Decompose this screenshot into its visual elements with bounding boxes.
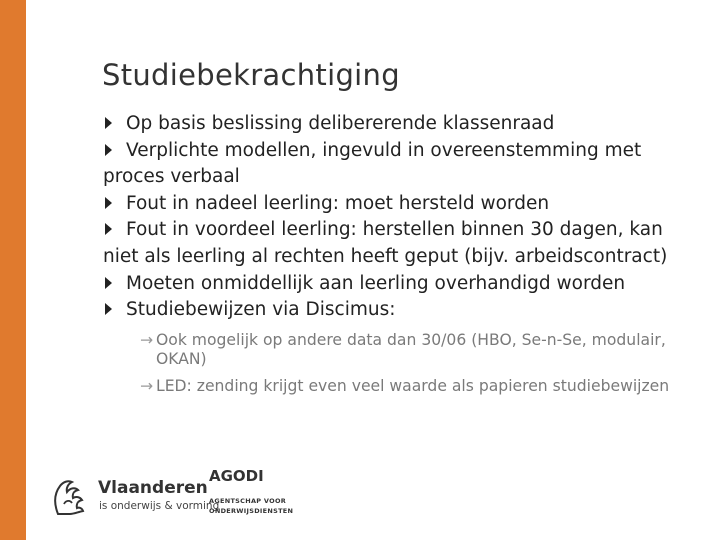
triangle-bullet-icon: [105, 277, 112, 289]
vlaanderen-tagline: is onderwijs & vorming: [99, 500, 220, 512]
triangle-bullet-icon: [105, 303, 112, 315]
vlaanderen-logo-text: Vlaanderen: [98, 478, 208, 498]
bullet-item: Op basis beslissing delibererende klassenraad: [103, 111, 688, 138]
arrow-bullet-icon: →: [140, 330, 154, 349]
bullet-list: [103, 111, 688, 404]
footer-logos: [48, 466, 308, 526]
bullet-item: Studiebewijzen via Discimus:: [103, 297, 688, 324]
triangle-bullet-icon: [105, 144, 112, 156]
triangle-bullet-icon: [105, 117, 112, 129]
slide-title: Studiebekrachtiging: [102, 58, 400, 92]
agodi-subtitle-line: ONDERWIJSDIENSTEN: [209, 507, 294, 515]
bullet-item: Moeten onmiddellijk aan leerling overhandigd worden: [103, 271, 688, 298]
agodi-logo-text: AGODI: [209, 467, 264, 485]
bullet-item: Fout in nadeel leerling: moet hersteld worden: [103, 191, 688, 218]
bullet-item: Verplichte modellen, ingevuld in overeenstemming met proces verbaal: [103, 139, 642, 188]
accent-bar: [0, 0, 26, 540]
arrow-bullet-icon: →: [140, 376, 154, 395]
triangle-bullet-icon: [105, 197, 112, 209]
sub-bullet-item: → LED: zending krijgt even veel waarde als papieren studiebewijzen: [140, 376, 670, 395]
sub-bullet-list: [140, 331, 688, 397]
agodi-subtitle-line: AGENTSCHAP VOOR: [209, 497, 287, 505]
flemish-lion-icon: [48, 474, 92, 518]
bullet-item: Fout in voordeel leerling: herstellen binnen 30 dagen, kan niet als leerling al rechten heeft geput (bijv. arbeidscontract): [103, 219, 668, 267]
triangle-bullet-icon: [105, 223, 112, 235]
sub-bullet-item: → Ook mogelijk op andere data dan 30/06 (HBO, Se-n-Se, modulair, OKAN): [140, 330, 666, 369]
